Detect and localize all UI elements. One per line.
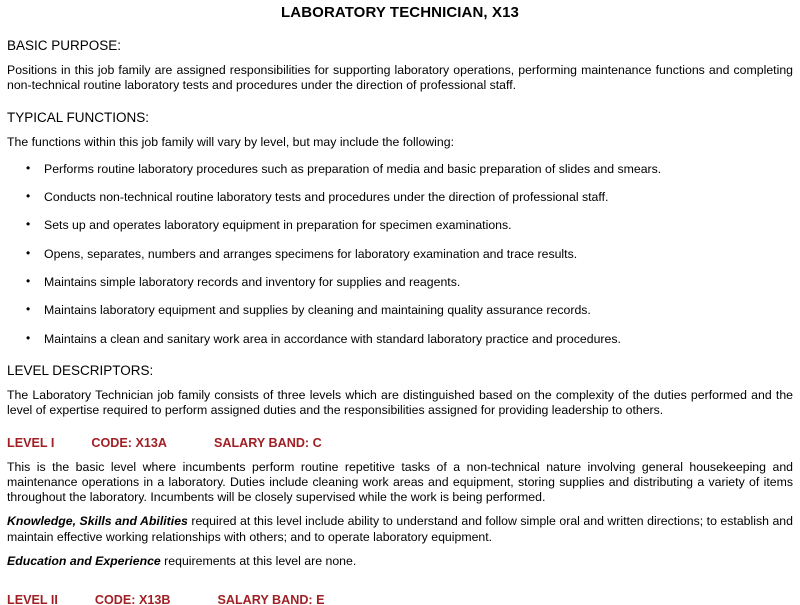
ksa-lead-in: Knowledge, Skills and Abilities	[7, 514, 188, 529]
education-body-text: requirements at this level are none.	[160, 554, 357, 569]
level-one-ksa-paragraph	[7, 514, 793, 545]
level-one-code: CODE: X13A	[91, 435, 167, 450]
level-two-label: LEVEL II	[7, 593, 58, 605]
level-one-salary-band: SALARY BAND: C	[213, 435, 322, 450]
section-heading-typical-functions: TYPICAL FUNCTIONS:	[7, 109, 150, 125]
section-heading-basic-purpose: BASIC PURPOSE:	[7, 38, 122, 53]
basic-purpose-paragraph: Positions in this job family are assigned responsibilities for supporting laboratory operations, performing maintenance functions and completing non-technical routine laboratory tests and procedures under the direction of professional staff.	[7, 63, 793, 93]
typical-functions-list	[7, 162, 793, 347]
list-item: • Sets up and operates laboratory equipment in preparation for specimen examinations.	[7, 218, 793, 233]
level-two-header	[7, 592, 325, 605]
section-heading-level-descriptors: LEVEL DESCRIPTORS:	[7, 362, 154, 378]
list-item: • Maintains laboratory equipment and supplies by cleaning and maintaining quality assurance records.	[7, 303, 793, 318]
level-one-label: LEVEL I	[7, 435, 55, 450]
education-lead-in: Education and Experience	[7, 554, 161, 569]
list-item: • Performs routine laboratory procedures such as preparation of media and basic preparation of slides and smears.	[7, 162, 793, 177]
ksa-body-text: required at this level include ability to understand and follow simple oral and written directions; to establish and maintain effective working relationships with others; and to operate laboratory equipment.	[7, 514, 793, 544]
typical-functions-intro: The functions within this job family will vary by level, but may include the following:	[7, 134, 454, 149]
level-descriptors-intro: The Laboratory Technician job family consists of three levels which are distinguished based on the complexity of the duties performed and the level of expertise required to perform assigned duties and the responsibilities assigned for providing leadership to others.	[7, 387, 793, 418]
level-one-header	[7, 435, 793, 451]
level-two-salary-band: SALARY BAND: E	[217, 593, 325, 605]
list-item: • Maintains a clean and sanitary work area in accordance with standard laboratory practice and procedures.	[7, 332, 793, 347]
list-item: • Conducts non-technical routine laboratory tests and procedures under the direction of professional staff.	[7, 190, 793, 205]
level-one-description: This is the basic level where incumbents perform routine repetitive tasks of a non-technical nature involving general housekeeping and maintenance operations in a laboratory. Duties include cleaning work areas and equipment, storing supplies and distributing a variety of items throughout the laboratory. Incumbents will be closely supervised while the work is being performed.	[7, 459, 793, 505]
page-title: LABORATORY TECHNICIAN, X13	[281, 4, 519, 21]
list-item: • Opens, separates, numbers and arranges specimens for laboratory examination and trace results.	[7, 247, 793, 262]
level-one-education-paragraph	[7, 554, 793, 569]
level-two-code: CODE: X13B	[94, 593, 171, 605]
list-item: • Maintains simple laboratory records and inventory for supplies and reagents.	[7, 275, 793, 290]
document-page	[0, 4, 800, 605]
